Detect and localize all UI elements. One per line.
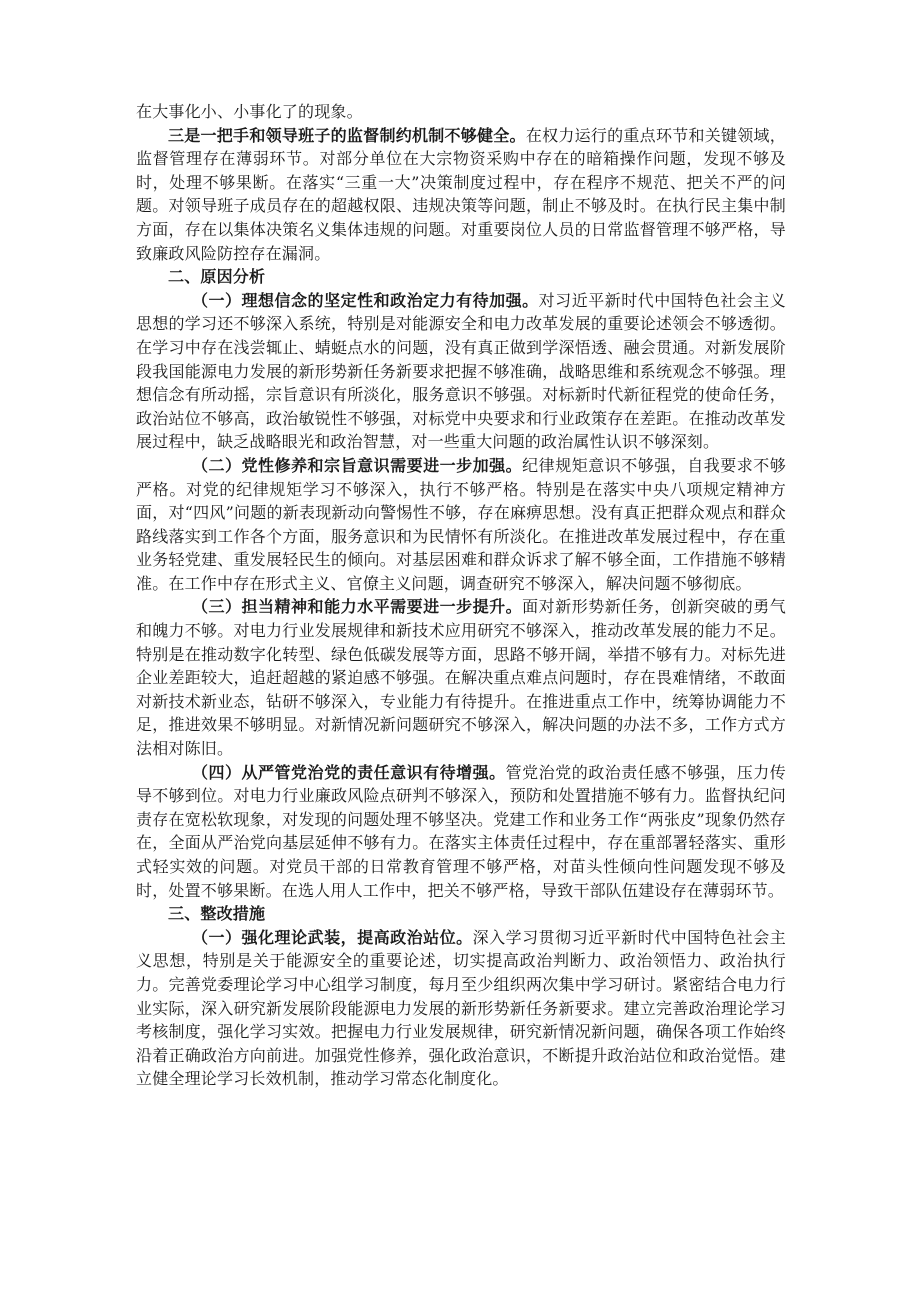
paragraph-lead: （三）担当精神和能力水平需要进一步提升。 bbox=[192, 597, 523, 617]
paragraph-measure-1 bbox=[136, 926, 786, 1091]
paragraph-lead: （一）强化理论武装，提高政治站位。 bbox=[192, 927, 473, 947]
paragraph-lead: 三是一把手和领导班子的监督制约机制不够健全。 bbox=[168, 125, 526, 145]
document-page bbox=[136, 100, 786, 1091]
paragraph-body: 纪律规矩意识不够强，自我要求不够严格。对党的纪律规矩学习不够深入，执行不够严格。特别是在落实中央八项规定精神方面，对“四风”问题的新表现新动向警惕性不够，存在麻痹思想。没有真正把群众观点和群众路线落实到工作各个方面，服务意识和为民情怀有所淡化。在推进改革发展过程中，存在重业务轻党建、重发展轻民生的倾向。对基层困难和群众诉求了解不够全面，工作措施不够精准。在工作中存在形式主义、官僚主义问题，调查研究不够深入，解决问题不够彻底。 bbox=[136, 455, 786, 593]
paragraph-cause-2 bbox=[136, 454, 786, 596]
paragraph-lead: （一）理想信念的坚定性和政治定力有待加强。 bbox=[192, 290, 539, 310]
paragraph-body: 管党治党的政治责任感不够强，压力传导不够到位。对电力行业廉政风险点研判不够深入，预防和处置措施不够有力。监督执纪问责存在宽松软现象，对发现的问题处理不够坚决。党建工作和业务工作“两张皮”现象仍然存在，全面从严治党向基层延伸不够有力。在落实主体责任过程中，存在重部署轻落实、重形式轻实效的问题。对党员干部的日常教育管理不够严格，对苗头性倾向性问题发现不够及时，处置不够果断。在选人用人工作中，把关不够严格，导致干部队伍建设存在薄弱环节。 bbox=[136, 762, 786, 900]
section-heading-cause-analysis: 二、原因分析 bbox=[168, 267, 266, 287]
paragraph-body: 在权力运行的重点环节和关键领域，监督管理存在薄弱环节。对部分单位在大宗物资采购中存在的暗箱操作问题，发现不够及时，处理不够果断。在落实“三重一大”决策制度过程中，存在程序不规范、把关不严的问题。对领导班子成员存在的超越权限、违规决策等问题，制止不够及时。在执行民主集中制方面，存在以集体决策名义集体违规的问题。对重要岗位人员的日常监督管理不够严格，导致廉政风险防控存在漏洞。 bbox=[136, 125, 786, 263]
paragraph-body: 面对新形势新任务，创新突破的勇气和魄力不够。对电力行业发展规律和新技术应用研究不够深入，推动改革发展的能力不足。特别是在推动数字化转型、绿色低碳发展等方面，思路不够开阔，举措不够有力。对标先进企业差距较大，追赶超越的紧迫感不够强。在解决重点难点问题时，存在畏难情绪，不敢面对新技术新业态，钻研不够深入，专业能力有待提升。在推进重点工作中，统筹协调能力不足，推进效果不够明显。对新情况新问题研究不够深入，解决问题的办法不多，工作方式方法相对陈旧。 bbox=[136, 597, 786, 759]
paragraph-cause-4 bbox=[136, 761, 786, 903]
paragraph-continuation: 在大事化小、小事化了的现象。 bbox=[136, 102, 363, 121]
paragraph-cause-3 bbox=[136, 595, 786, 760]
paragraph-body: 深入学习贯彻习近平新时代中国特色社会主义思想，特别是关于能源安全的重要论述，切实提高政治判断力、政治领悟力、政治执行力。完善党委理论学习中心组学习制度，每月至少组织两次集中学习研讨。紧密结合电力行业实际，深入研究新发展阶段能源电力发展的新形势新任务新要求。建立完善政治理论学习考核制度，强化学习实效。把握电力行业发展规律，研究新情况新问题，确保各项工作始终沿着正确政治方向前进。加强党性修养，强化政治意识，不断提升政治站位和政治觉悟。建立健全理论学习长效机制，推动学习常态化制度化。 bbox=[136, 927, 786, 1089]
paragraph-cause-1 bbox=[136, 289, 786, 454]
paragraph-body: 对习近平新时代中国特色社会主义思想的学习还不够深入系统，特别是对能源安全和电力改革发展的重要论述领会不够透彻。在学习中存在浅尝辄止、蜻蜓点水的问题，没有真正做到学深悟透、融会贯通。对新发展阶段我国能源电力发展的新形势新任务新要求把握不够准确，战略思维和系统观念不够强。理想信念有所动摇，宗旨意识有所淡化，服务意识不够强。对标新时代新征程党的使命任务，政治站位不够高，政治敏锐性不够强，对标党中央要求和行业政策存在差距。在推动改革发展过程中，缺乏战略眼光和政治智慧，对一些重大问题的政治属性认识不够深刻。 bbox=[136, 290, 786, 452]
section-heading-rectification: 三、整改措施 bbox=[168, 904, 266, 924]
paragraph-lead: （四）从严管党治党的责任意识有待增强。 bbox=[192, 762, 506, 782]
paragraph-supervision bbox=[136, 124, 786, 266]
paragraph-lead: （二）党性修养和宗旨意识需要进一步加强。 bbox=[192, 455, 523, 475]
